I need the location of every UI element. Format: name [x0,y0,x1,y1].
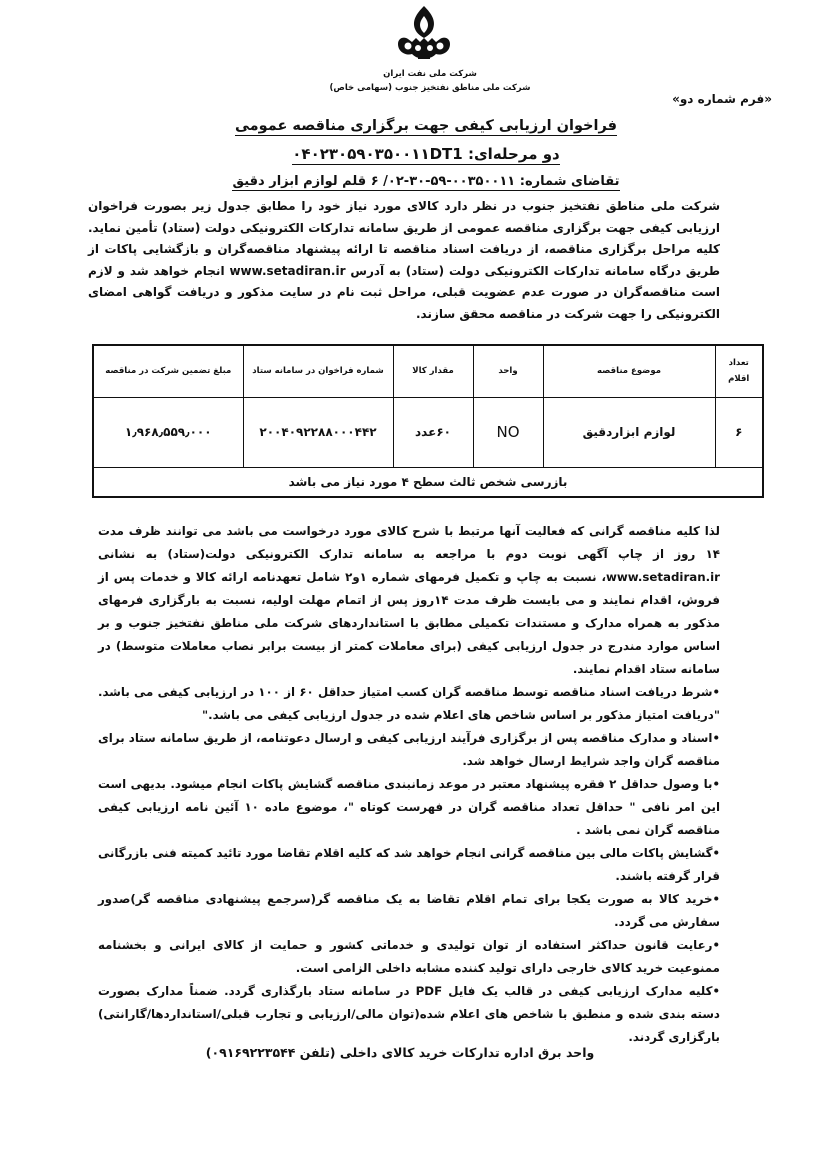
list-item: •خرید کالا به صورت یکجا برای تمام اقلام تقاضا به یک مناقصه گر(سرجمع پیشنهادی مناقصه گر)صدور سفارش می گردد. [98,892,720,929]
page-title [176,116,676,136]
header-subject: موضوع مناقصه [543,345,715,397]
request-number [156,172,696,192]
header-quantity: مقدار کالا [393,345,473,397]
cell-call-number: ۲۰۰۴۰۹۲۲۸۸۰۰۰۴۴۲ [243,397,393,467]
table-row [93,397,763,467]
list-item: •کلیه مدارک ارزیابی کیفی در قالب یک فایل PDF در سامانه ستاد بارگذاری گردد. ضمناً مدارک بصورت دسته بندی شده و منطبق با شاخص های اعلام شده(توان مالی/ارزیابی و تجارب قبلی/استانداردها/گارانتی) بارگزاری گردند. [98,984,720,1044]
header-unit: واحد [473,345,543,397]
company-name: شرکت ملی نفت ایران [383,69,477,79]
header-items-count: تعداد اقلام [715,345,763,397]
conditions-intro: لذا کلیه مناقصه گرانی که فعالیت آنها مرتبط با شرح کالای مورد درخواست می باشد می توانند ظرف مدت ۱۴ روز از چاپ آگهی نوبت دوم با مراجعه به سامانه تدارک الکترونیکی دولت(ستاد) به نشانی www.setadiran.ir، نسبت به چاپ و تکمیل فرمهای شماره ۱و۲ شامل تعهدنامه ارائه کالا و خدمات پس از فروش، اقدام نمایند و می بایست ظرف مدت ۱۴روز پس از اتمام مهلت اولیه، نسبت به بارگزاری فرمهای مذکور به همراه مدارک و مستندات تکمیلی مطابق با استانداردهای شرکت ملی مناطق نفتخیز جنوب و بر اساس موارد مندرج در جدول ارزیابی کیفی (برای معاملات کمتر از بیست برابر نصاب معاملات متوسط) در سامانه ستاد اقدام نمایند. [98,524,720,676]
nioc-logo-icon [388,4,460,66]
table-header-row [93,345,763,397]
inspection-note: بازرسی شخص ثالث سطح ۴ مورد نیاز می باشد [93,467,763,497]
tender-number [176,144,676,164]
cell-quantity: ۶۰عدد [393,397,473,467]
list-item: •با وصول حداقل ۲ فقره پیشنهاد معتبر در موعد زمانبندی مناقصه گشایش پاکات انجام میشود. بدیهی است این امر نافی " حداقل تعداد مناقصه گران در فهرست کوتاه "، موضوع ماده ۱۰ آئین نامه ارزیابی کیفی مناقصه گران نمی باشد . [98,777,721,837]
form-number: «فرم شماره دو» [672,92,772,106]
cell-guarantee: ۱٫۹۶۸٫۵۵۹٫۰۰۰ [93,397,243,467]
footer-contact: واحد برق اداره تدارکات خرید کالای داخلی (تلفن ۰۹۱۶۹۲۲۳۵۴۴) [205,1045,595,1060]
subsidiary-name: شرکت ملی مناطق نفتخیز جنوب (سهامی خاص) [329,83,531,93]
title-line-3: تقاضای شماره: ۰۰۳۵۰۰۱۱-۵۹-۳۰-۰۲/ ۶ قلم لوازم ابزار دقیق [232,174,620,189]
title-line-2: دو مرحله‌ای: ۰۴۰۲۳۰۵۹۰۳۵۰۰۱۱DT1 [292,145,560,163]
conditions-section [98,520,720,1049]
header-call-number: شماره فراخوان در سامانه ستاد [243,345,393,397]
header-guarantee: مبلغ تضمین شرکت در مناقصه [93,345,243,397]
cell-unit: NO [473,397,543,467]
title-line-1: فراخوان ارزیابی کیفی جهت برگزاری مناقصه عمومی [235,118,617,134]
list-item: •اسناد و مدارک مناقصه پس از برگزاری فرآیند ارزیابی کیفی و ارسال دعوتنامه، از طریق سامانه ستاد برای مناقصه گران واجد شرایط ارسال خواهد شد. [98,731,720,768]
table-note-row [93,467,763,497]
list-item: •شرط دریافت اسناد مناقصه توسط مناقصه گران کسب امتیاز حداقل ۶۰ از ۱۰۰ در ارزیابی کیفی می باشد. "دریافت امتیاز مذکور بر اساس شاخص های اعلام شده در جدول ارزیابی کیفی می باشد." [98,685,720,722]
tender-table [92,344,764,498]
cell-items-count: ۶ [715,397,763,467]
intro-paragraph: شرکت ملی مناطق نفتخیز جنوب در نظر دارد کالای مورد نیاز خود را مطابق جدول زیر بصورت فراخوان ارزیابی کیفی جهت برگزاری مناقصه عمومی از طریق سامانه تدارکات الکترونیکی دولت (ستاد) تأمین نماید. کلیه مراحل برگزاری مناقصه، از دریافت اسناد مناقصه تا ارائه پیشنهاد مناقصه‌گران و بازگشایی پاکات از طریق درگاه سامانه تدارکات الکترونیکی دولت (ستاد) به آدرس www.setadiran.ir انجام خواهد شد و لازم است مناقصه‌گران در صورت عدم عضویت قبلی، مراحل ثبت نام در سایت مذکور و دریافت گواهی امضای الکترونیکی را جهت شرکت در مناقصه محقق سازند. [88,199,720,321]
cell-subject: لوازم ابزاردقیق [543,397,715,467]
list-item: •گشایش پاکات مالی بین مناقصه گرانی انجام خواهد شد که کلیه اقلام تقاضا مورد تائید کمیته فنی بازرگانی قرار گرفته باشند. [98,846,720,883]
list-item: •رعایت قانون حداکثر استفاده از توان تولیدی و خدماتی کشور و حمایت از کالای ایرانی و بخشنامه ممنوعیت خرید کالای خارجی دارای تولید کننده مشابه داخلی الزامی است. [98,938,720,975]
